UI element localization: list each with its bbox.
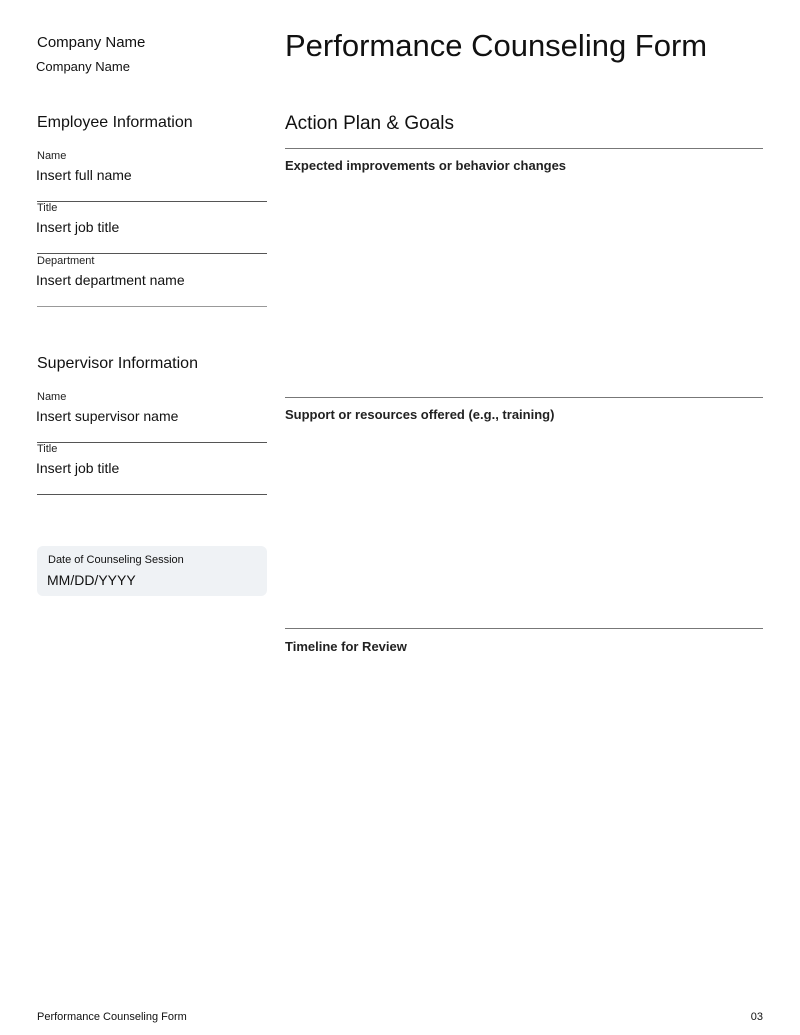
field-label: Name: [37, 391, 67, 403]
field-value[interactable]: Insert department name: [36, 272, 185, 288]
field-label: Department: [37, 255, 95, 267]
supervisor-name-field[interactable]: [37, 391, 267, 443]
page-number: 03: [750, 1011, 763, 1023]
divider: [285, 397, 763, 398]
support-resources-label: Support or resources offered (e.g., training): [285, 407, 555, 422]
employee-name-field[interactable]: [37, 150, 267, 202]
timeline-review-label: Timeline for Review: [285, 639, 407, 654]
supervisor-title-field[interactable]: [37, 443, 267, 495]
date-value[interactable]: MM/DD/YYYY: [47, 572, 136, 588]
company-heading: Company Name: [37, 34, 146, 51]
divider: [285, 628, 763, 629]
footer-title: Performance Counseling Form: [37, 1011, 187, 1023]
field-label: Title: [37, 443, 58, 455]
page-title: Performance Counseling Form: [285, 28, 708, 63]
field-value[interactable]: Insert supervisor name: [36, 408, 179, 424]
supervisor-section-heading: Supervisor Information: [37, 355, 198, 372]
field-value[interactable]: Insert job title: [36, 460, 120, 476]
action-plan-heading: Action Plan & Goals: [285, 113, 454, 134]
employee-section-heading: Employee Information: [37, 114, 193, 131]
field-label: Name: [37, 150, 67, 162]
field-value[interactable]: Insert job title: [36, 219, 120, 235]
employee-department-field[interactable]: [37, 255, 267, 307]
date-label: Date of Counseling Session: [48, 554, 184, 566]
field-label: Title: [37, 202, 58, 214]
divider: [285, 148, 763, 149]
expected-improvements-label: Expected improvements or behavior changes: [285, 158, 567, 173]
date-field[interactable]: [37, 546, 267, 596]
employee-title-field[interactable]: [37, 202, 267, 254]
company-name-field[interactable]: Company Name: [36, 59, 130, 74]
field-value[interactable]: Insert full name: [36, 167, 132, 183]
